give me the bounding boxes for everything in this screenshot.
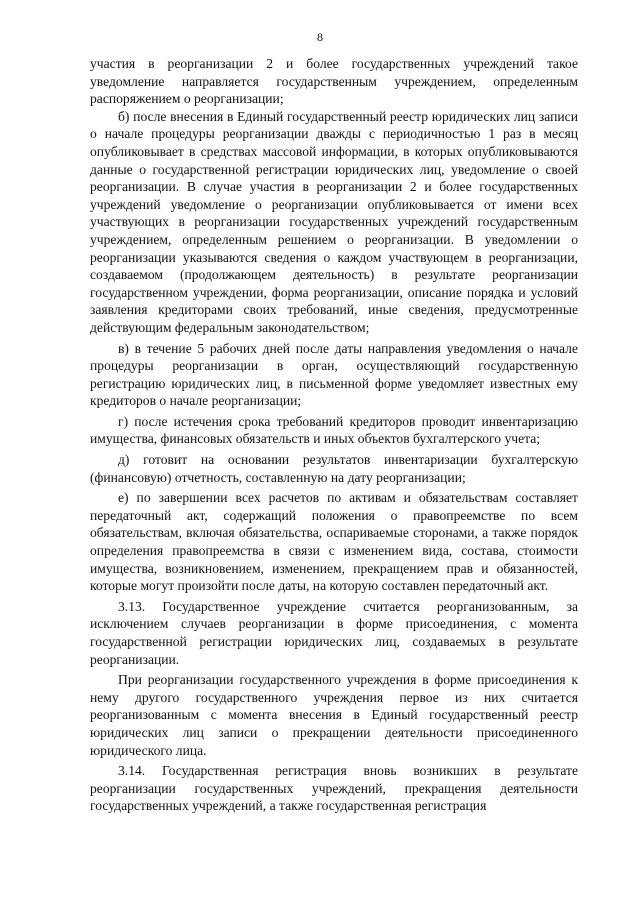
paragraph: 3.13. Государственное учреждение считается реорганизованным, за исключением случаев реорганизации в форме присоединения, с момента государственной регистрации юридических лиц, создаваемых в результате реорганизации. (90, 598, 578, 667)
paragraph: участия в реорганизации 2 и более государственных учреждений такое уведомление направляется государственным учреждением, определенным распоряжением о реорганизации; (90, 56, 578, 107)
paragraph: д) готовит на основании результатов инвентаризации бухгалтерскую (финансовую) отчетность, составленную на дату реорганизации; (90, 452, 578, 485)
paragraph: е) по завершении всех расчетов по активам и обязательствам составляет передаточный акт, содержащий положения о правопреемстве по всем обязательствам, включая обязательства, оспариваемые сторонами, а также порядок определения правопреемства в связи с изменением вида, состава, стоимости имущества, возникновением, изменением, прекращением прав и обязанностей, которые могут произойти после даты, на которую составлен передаточный акт. (90, 490, 578, 594)
paragraph: г) после истечения срока требований кредиторов проводит инвентаризацию имущества, финансовых обязательств и иных объектов бухгалтерского учета; (90, 413, 578, 447)
document-body (90, 55, 578, 815)
paragraph: При реорганизации государственного учреждения в форме присоединения к нему другого государственного учреждения первое из них считается реорганизованным с момента внесения в Единый государственный реестр юридических лиц записи о прекращении деятельности присоединенного юридического лица. (90, 672, 578, 758)
paragraph: в) в течение 5 рабочих дней после даты направления уведомления о начале процедуры реорганизации в орган, осуществляющий государственную регистрацию юридических лиц, в письменной форме уведомляет известных ему кредиторов о начале реорганизации; (90, 340, 578, 409)
paragraph: 3.14. Государственная регистрация вновь возникших в результате реорганизации государственных учреждений, прекращения деятельности государственных учреждений, а также государственная регистрация (90, 763, 578, 814)
paragraph: б) после внесения в Единый государственный реестр юридических лиц записи о начале процедуры реорганизации дважды с периодичностью 1 раз в месяц опубликовывает в средствах массовой информации, в которых опубликовываются данные о государственной регистрации юридических лиц, уведомление о своей реорганизации. В случае участия в реорганизации 2 и более государственных учреждений уведомление о реорганизации опубликовывается от имени всех участвующих в реорганизации государственных учреждений государственным учреждением, определенным решением о реорганизации. В уведомлении о реорганизации указываются сведения о каждом участвующем в реорганизации, создаваемом (продолжающем деятельность) в результате реорганизации государственном учреждении, форма реорганизации, описание порядка и условий заявления кредиторами своих требований, иные сведения, предусмотренные действующим федеральным законодательством; (90, 108, 578, 335)
page-number: 8 (317, 30, 323, 44)
